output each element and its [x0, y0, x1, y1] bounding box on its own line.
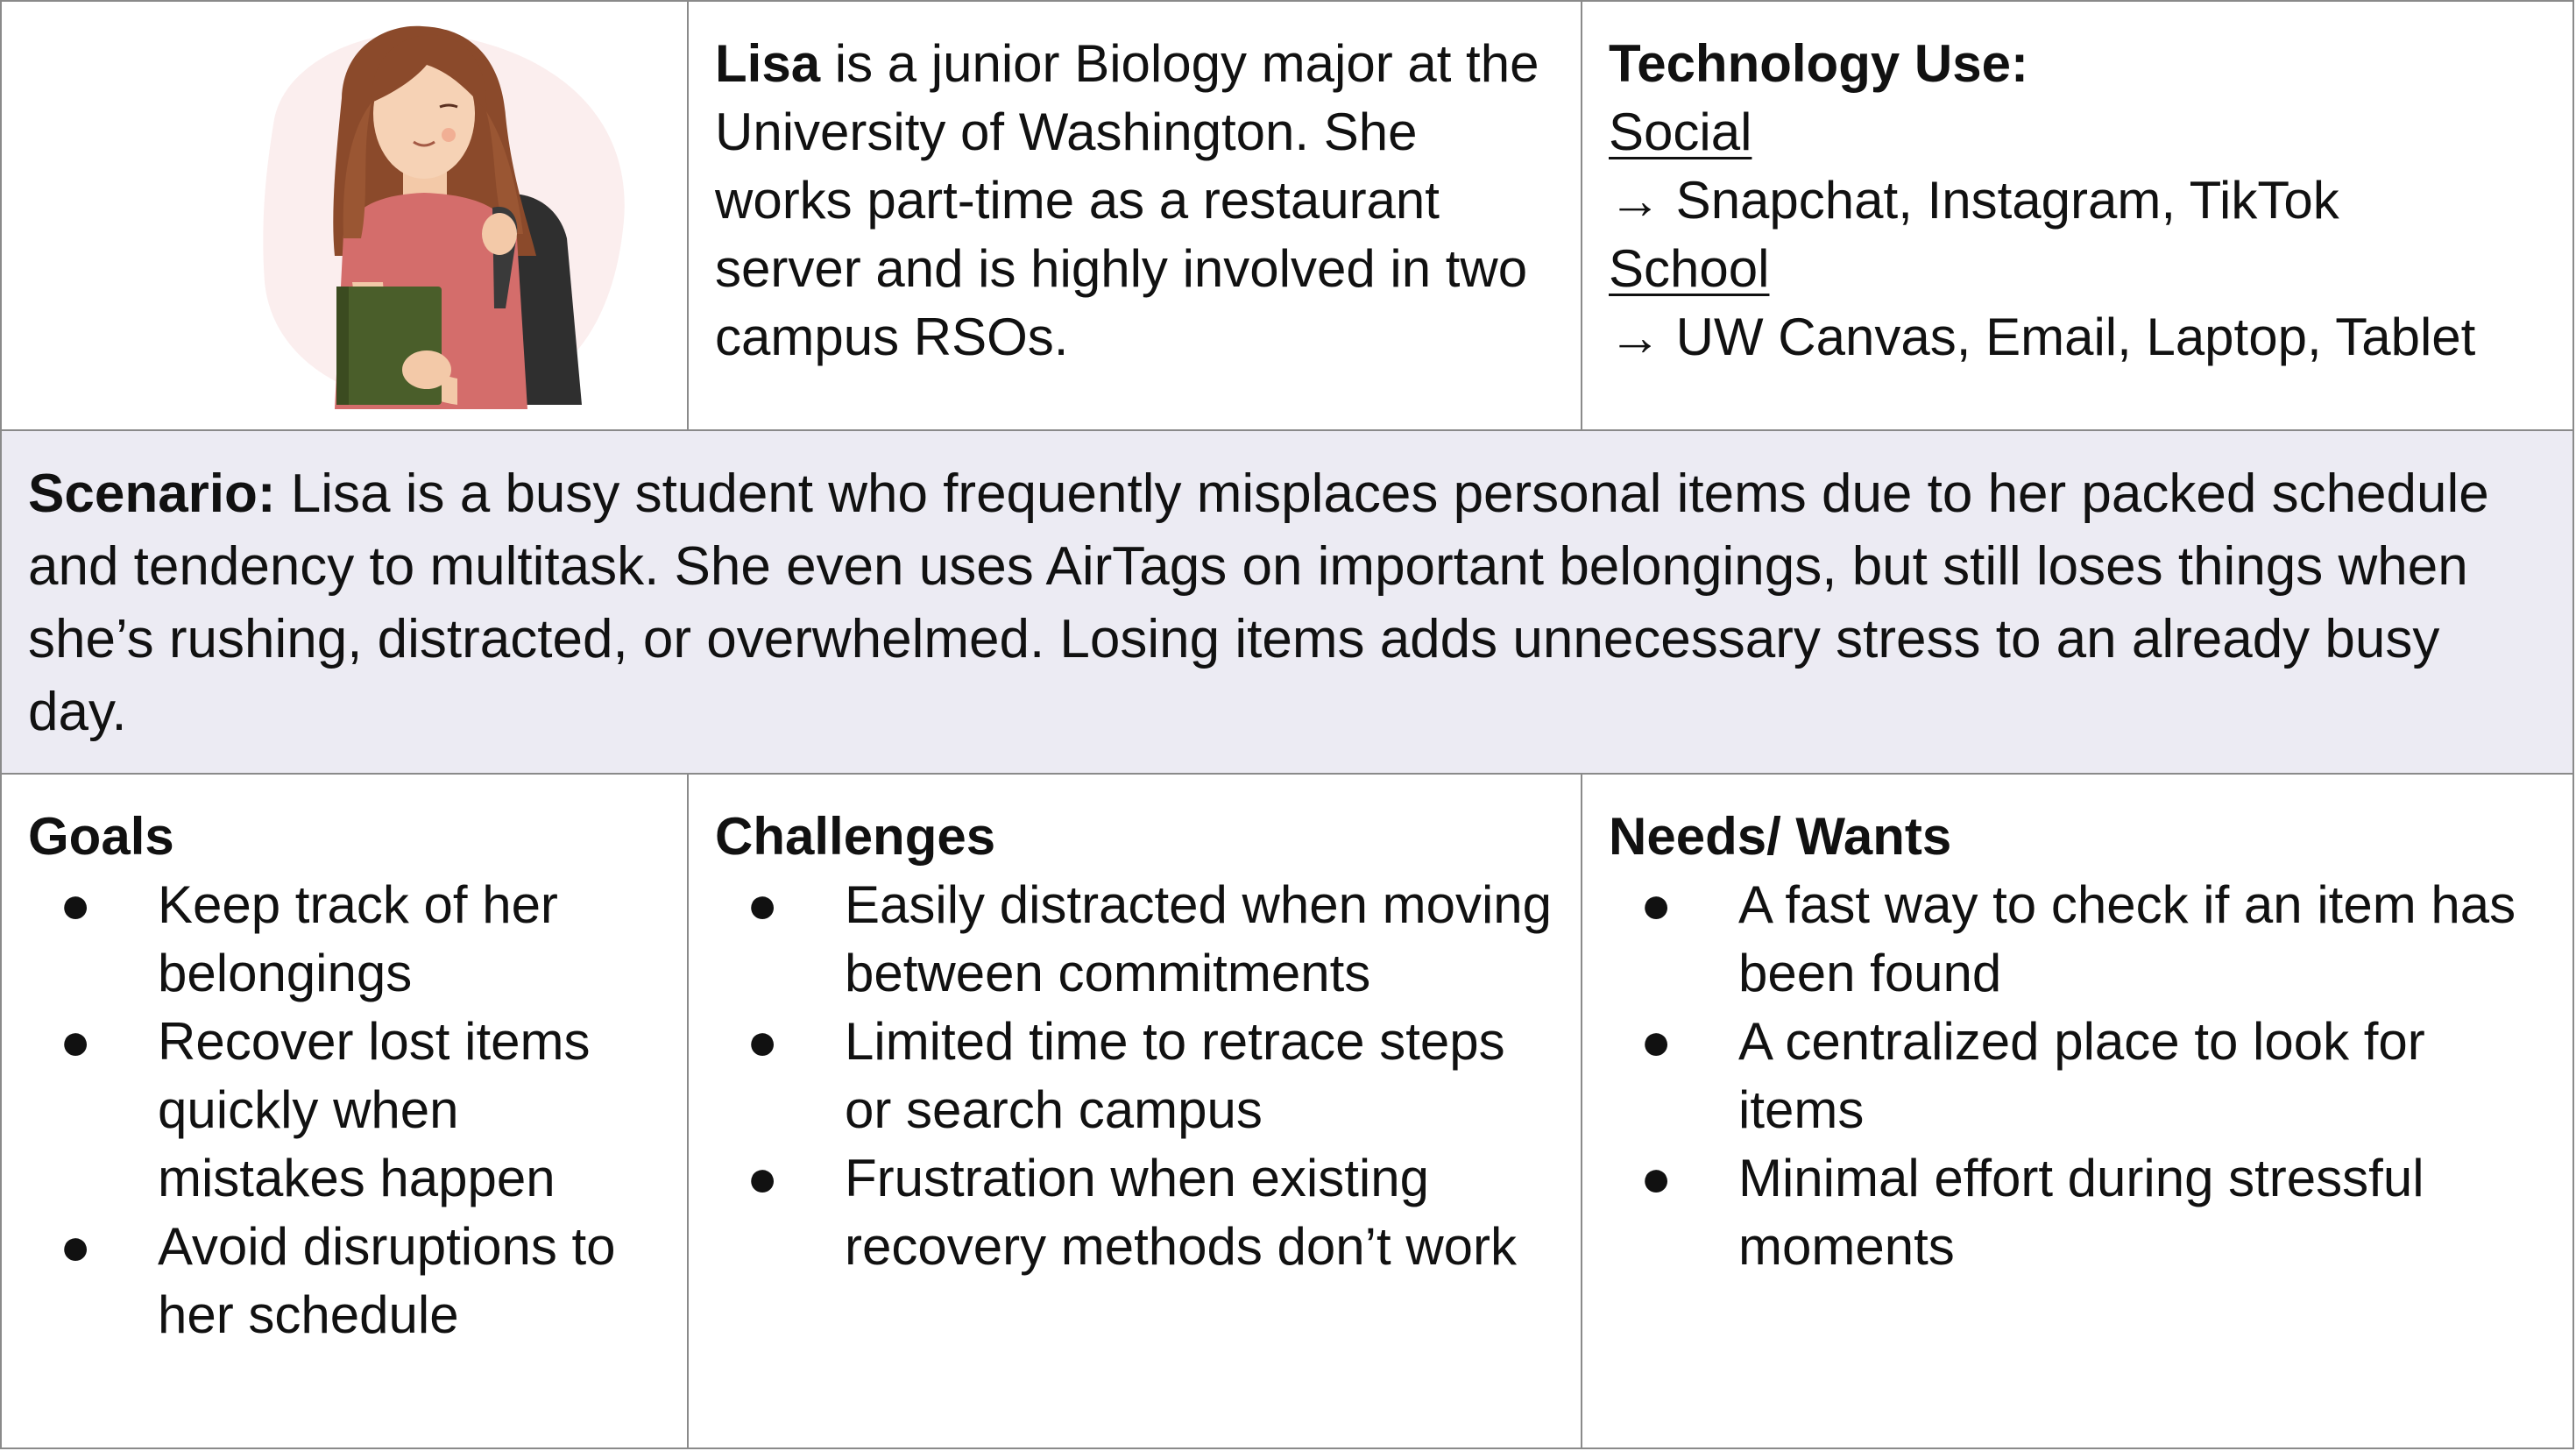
bullet-icon: ● [60, 875, 92, 934]
list-item [715, 1008, 1563, 1144]
bullet-icon: ● [747, 875, 779, 934]
list-item [715, 1144, 1563, 1281]
school-label: School [1609, 239, 1770, 298]
technology-use [1609, 30, 2555, 372]
social-label: Social [1609, 103, 1752, 161]
challenge-text: Limited time to retrace steps or search campus [845, 1012, 1505, 1139]
school-items: → UW Canvas, Email, Laptop, Tablet [1609, 308, 2476, 366]
profile-row [2, 2, 2572, 431]
intro-cell [689, 2, 1582, 429]
goals-cell [2, 775, 689, 1449]
needs-heading: Needs/ Wants [1609, 807, 1952, 866]
persona-intro-text: is a junior Biology major at the University of Washington. She works part-time as a restaurant server and is highly involved in two campus RSOs. [715, 34, 1539, 366]
goals-list [28, 871, 669, 1349]
list-item [28, 1213, 669, 1349]
goal-text: Keep track of her belongings [158, 875, 558, 1002]
persona-intro [715, 30, 1556, 372]
need-text: Minimal effort during stressful moments [1738, 1149, 2424, 1276]
goal-text: Recover lost items quickly when mistakes happen [158, 1012, 591, 1207]
need-text: A centralized place to look for items [1738, 1012, 2425, 1139]
challenges-heading: Challenges [715, 807, 996, 866]
list-item [1609, 1008, 2555, 1144]
persona-name: Lisa [715, 34, 821, 93]
bullet-icon: ● [60, 1217, 92, 1276]
bullet-icon: ● [747, 1012, 779, 1071]
challenge-text: Easily distracted when moving between commitments [845, 875, 1553, 1002]
portrait-cell [2, 2, 689, 429]
bullet-icon: ● [60, 1012, 92, 1071]
student-portrait-illustration [238, 19, 650, 415]
goals-column [28, 803, 669, 1349]
bullet-icon: ● [1640, 1149, 1673, 1207]
list-item [28, 1008, 669, 1213]
technology-heading: Technology Use: [1609, 34, 2028, 93]
challenge-text: Frustration when existing recovery methods don’t work [845, 1149, 1517, 1276]
needs-column [1609, 803, 2555, 1281]
challenges-list [715, 871, 1563, 1281]
social-items: → Snapchat, Instagram, TikTok [1609, 171, 2339, 230]
list-item [1609, 871, 2555, 1008]
bullet-icon: ● [1640, 1012, 1673, 1071]
challenges-cell [689, 775, 1582, 1449]
bullet-icon: ● [747, 1149, 779, 1207]
scenario-row [2, 431, 2572, 775]
challenges-column [715, 803, 1563, 1281]
scenario-text: Lisa is a busy student who frequently misplaces personal items due to her packed schedule and tendency to multitask. She even uses AirTags on important belongings, but still loses things when she’s rushing, distracted, or overwhelmed. Losing items adds unnecessary stress to an already busy day. [28, 464, 2489, 742]
details-row [2, 775, 2572, 1449]
goal-text: Avoid disruptions to her schedule [158, 1217, 616, 1344]
needs-list [1609, 871, 2555, 1281]
list-item [1609, 1144, 2555, 1281]
scenario-label: Scenario: [28, 464, 276, 524]
technology-cell [1582, 2, 2572, 429]
list-item [28, 871, 669, 1008]
needs-cell [1582, 775, 2572, 1449]
list-item [715, 871, 1563, 1008]
bullet-icon: ● [1640, 875, 1673, 934]
need-text: A fast way to check if an item has been found [1738, 875, 2516, 1002]
goals-heading: Goals [28, 807, 174, 866]
scenario-paragraph [28, 457, 2546, 748]
